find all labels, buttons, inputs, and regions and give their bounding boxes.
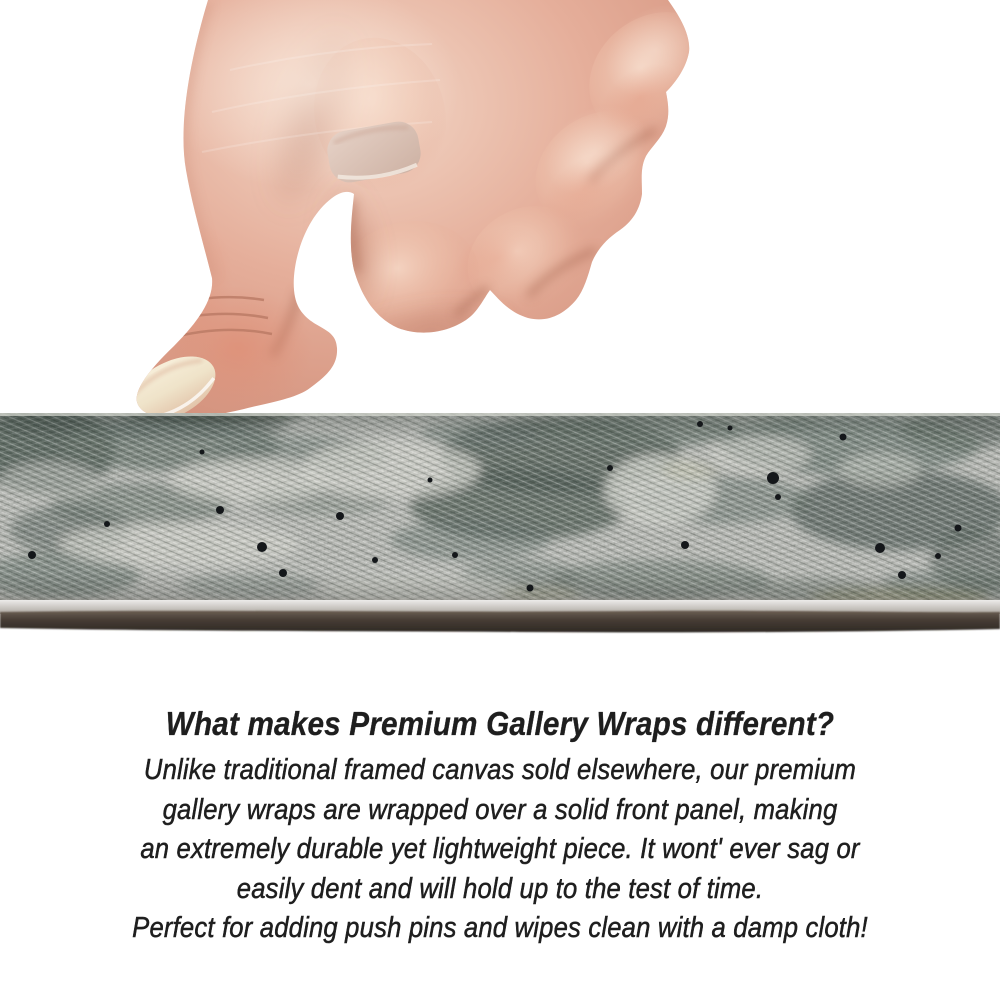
- body-line: an extremely durable yet lightweight piece. It wont' ever sag or: [140, 833, 860, 865]
- canvas-strip-photo: [0, 405, 1000, 650]
- hand-photo: [0, 0, 1000, 435]
- marketing-copy: [50, 703, 950, 949]
- canvas-dark-edge: [0, 611, 1000, 633]
- thumb-contact-shadow: [127, 411, 303, 423]
- headline: What makes Premium Gallery Wraps different?: [165, 705, 835, 742]
- body-line: easily dent and will hold up to the test of time.: [236, 872, 764, 905]
- canvas-top-edge-highlight: [0, 413, 1000, 416]
- body-line: Perfect for adding push pins and wipes clean with a damp cloth!: [132, 912, 868, 944]
- body-line: Unlike traditional framed canvas sold elsewhere, our premium: [143, 754, 857, 786]
- canvas-shading: [0, 413, 1000, 600]
- body-line: gallery wraps are wrapped over a solid front panel, making: [162, 793, 838, 826]
